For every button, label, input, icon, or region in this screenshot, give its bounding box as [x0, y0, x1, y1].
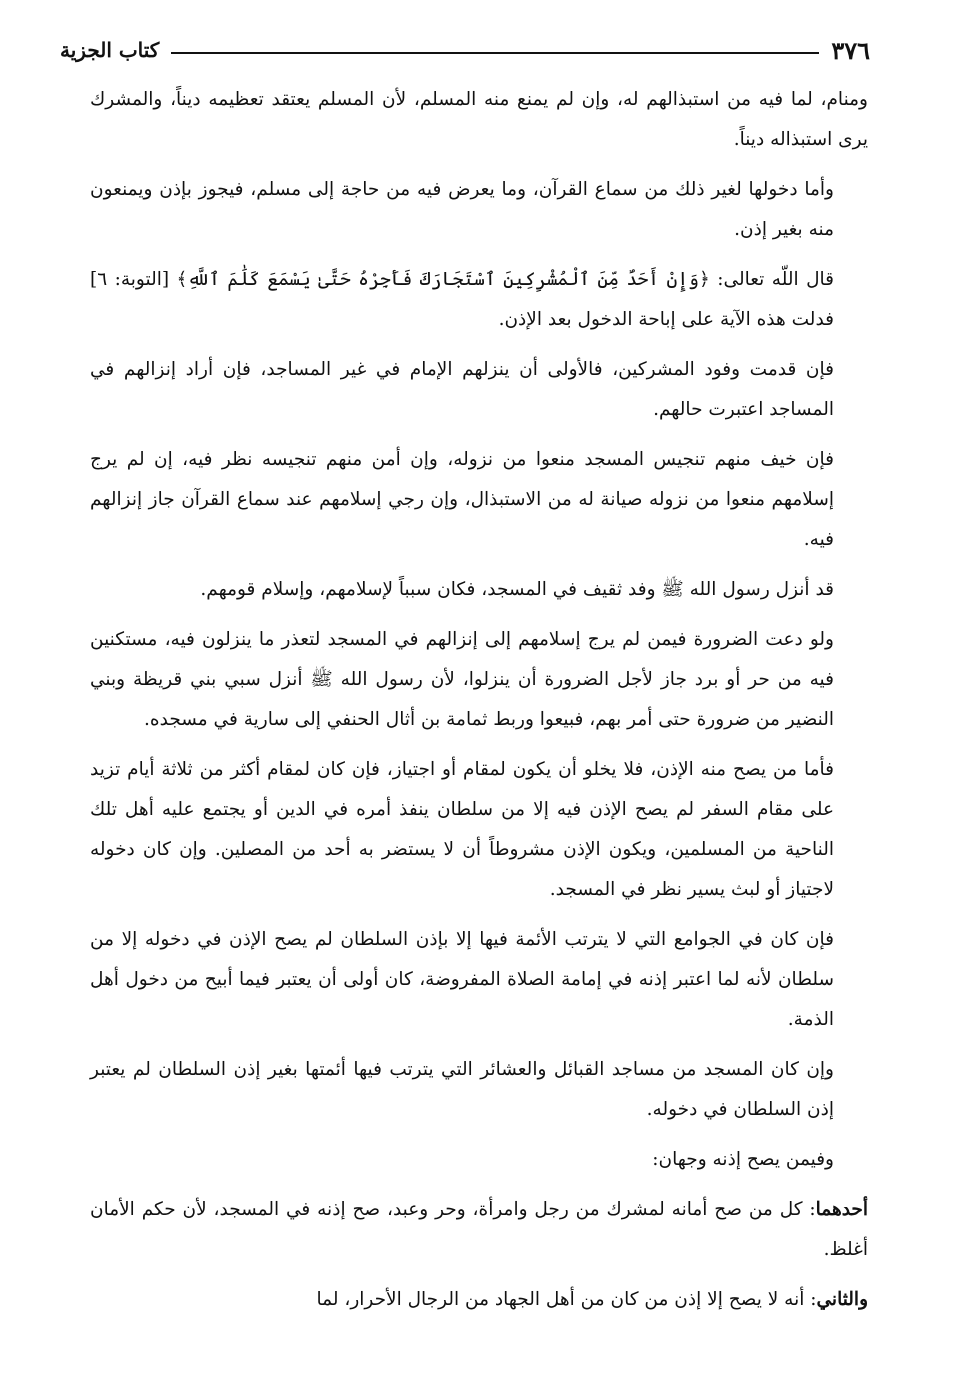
paragraph-9: فإن كان في الجوامع التي لا يترتب الأئمة فيها إلا بإذن السلطان لم يصح الإذن في دخوله إلا من سلطان لأنه لما اعتبر إذنه في إمامة الصلاة المفروضة، كان أولى أن يعتبر فيما أبيح من دخول أهل الذمة. — [90, 929, 834, 1030]
label-first: أحدهما — [815, 1199, 868, 1220]
quran-verse: ﴿وَإِنْ أَحَدٌ مِّنَ ٱلْمُشْرِكِينَ ٱسْتَجَارَكَ فَأَجِرْهُ حَتَّىٰ يَسْمَعَ كَلَٰمَ ٱللَّهِ﴾ — [176, 269, 710, 290]
page-header — [60, 30, 870, 70]
page-number: ٣٧٦ — [831, 35, 870, 65]
paragraph-7: ولو دعت الضرورة فيمن لم يرج إسلامهم إلى إنزالهم في المسجد لتعذر ما ينزلون فيه، مستكنين فيه من حر أو برد جاز لأجل الضرورة أن ينزلوا، لأن رسول الله ﷺ أنزل سبي بني قريظة وبني النضير من ضرورة حتى أمر بهم، فبيعوا وربط ثمامة بن أثال الحنفي إلى سارية في مسجده. — [90, 629, 834, 730]
paragraph-4: فإن قدمت وفود المشركين، فالأولى أن ينزلهم الإمام في غير المساجد، فإن أراد إنزالهم في المساجد اعتبرت حالهم. — [90, 359, 834, 420]
paragraph-1: ومنام، لما فيه من استبذالهم له، وإن لم يمنع منه المسلم، لأن المسلم يعتقد تعظيمه ديناً، والمشرك يرى استبذاله ديناً. — [90, 89, 868, 150]
paragraph-11: وفيمن يصح إذنه وجهان: — [652, 1149, 834, 1170]
page-body — [90, 80, 868, 1330]
paragraph-8: فأما من يصح منه الإذن، فلا يخلو أن يكون لمقام أو اجتياز، فإن كان لمقام أكثر من ثلاثة أيام تزيد على مقام السفر لم يصح الإذن فيه إلا من سلطان ينفذ أمره في الدين أو يجتمع عليه أهل تلك الناحية من المسلمين، ويكون الإذن مشروطاً أن لا يستضر به أحد من المصلين. وإن كان دخوله لاجتياز أو لبث يسير نظر في المسجد. — [90, 759, 834, 900]
paragraph-5: فإن خيف منهم تنجيس المسجد منعوا من نزوله، وإن أمن منهم تنجيسه نظر فيه، إن لم يرج إسلامهم منعوا من نزوله صيانة له من الاستبذال، وإن رجي إسلامهم عند سماع القرآن جاز إنزالهم فيه. — [90, 449, 834, 550]
label-second: والثاني — [816, 1289, 868, 1310]
paragraph-3: قال اللّه تعالى: ﴿وَإِنْ أَحَدٌ مِّنَ ٱلْمُشْرِكِينَ ٱسْتَجَارَكَ فَأَجِرْهُ حَتَّىٰ يَسْمَعَ كَلَٰمَ ٱللَّهِ﴾ [التوبة: ٦] فدلت هذه الآية على إباحة الدخول بعد الإذن. — [90, 269, 834, 330]
book-title: كتاب الجزية — [60, 38, 160, 62]
paragraph-2: وأما دخولها لغير ذلك من سماع القرآن، وما يعرض فيه من حاجة إلى مسلم، فيجوز بإذن ويمنعون منه بغير إذن. — [90, 179, 834, 240]
paragraph-10: وإن كان المسجد من مساجد القبائل والعشائر التي يترتب فيها أئمتها بغير إذن السلطان لم يعتبر إذن السلطان في دخوله. — [90, 1059, 834, 1120]
paragraph-12: أحدهما: كل من صح أمانه لمشرك من رجل وامرأة، وحر وعبد، صح إذنه في المسجد، لأن حكم الأمان أغلظ. — [90, 1199, 868, 1260]
paragraph-13: والثاني: أنه لا يصح إلا إذن من كان من أهل الجهاد من الرجال الأحرار، لما — [316, 1289, 868, 1310]
header-rule — [171, 52, 819, 54]
paragraph-6: قد أنزل رسول الله ﷺ وفد ثقيف في المسجد، فكان سبباً لإسلامهم، وإسلام قومهم. — [200, 579, 834, 600]
